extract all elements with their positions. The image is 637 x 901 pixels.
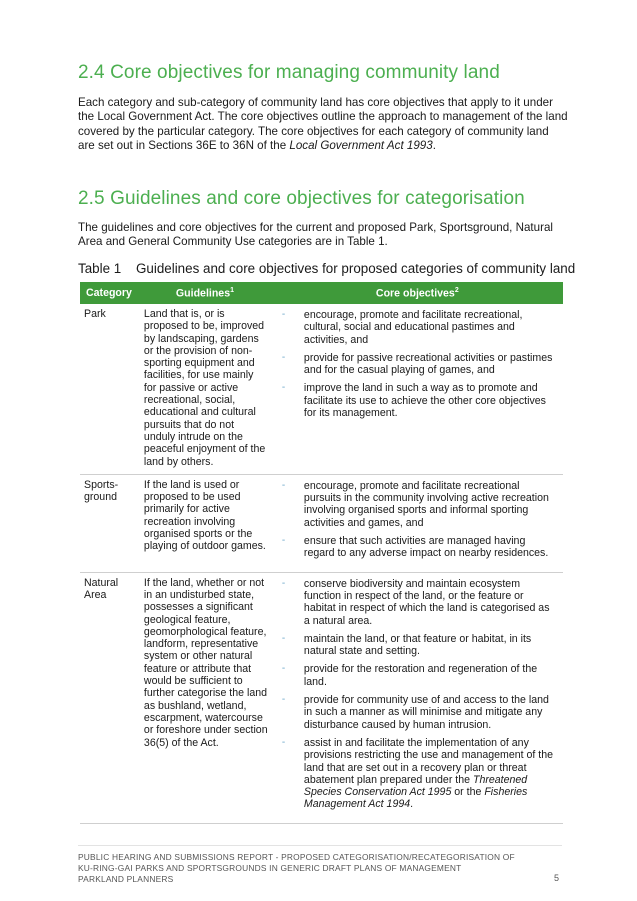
header-core-objectives (276, 282, 563, 304)
table-header-row (80, 282, 563, 304)
objective-item (282, 480, 557, 529)
header-guidelines-label: Guidelines (175, 287, 231, 300)
objective-text: provide for community use of and access to the land in such a manner as will minimise and mitigate any disturbance caused by human intrusion. (303, 694, 549, 731)
guideline-cell: If the land, whether or not in an undisturbed state, possesses a significant geological feature, geomorphological feature, landform, representative system or other natural feature or attribute that would be sufficient to further categorise the land as bushland, wetland, escarpment, watercourse or foreshore under section 36(5) of the Act. (136, 572, 276, 823)
bullet-dash: - (281, 535, 286, 547)
section-2-4-body-end: . (432, 139, 436, 153)
objectives-list (282, 309, 557, 419)
objective-text: improve the land in such a way as to promote and facilitate its use to achieve the other core objectives for its management. (303, 382, 546, 420)
table-caption (78, 261, 575, 276)
objective-item (282, 535, 557, 560)
section-2-4-body (78, 96, 568, 154)
guideline-cell: If the land is used or proposed to be used primarily for active recreation involving organised sports or the playing of outdoor games. (136, 474, 276, 572)
header-core-label: Core objectives (375, 287, 455, 300)
table-row-natural-area (80, 572, 563, 823)
objective-item (282, 663, 557, 688)
objective-text: maintain the land, or that feature or habitat, in its natural state and setting. (303, 632, 532, 658)
act-citation: Threatened Species Conservation Act 1995 (303, 773, 528, 799)
footer-line: PUBLIC HEARING AND SUBMISSIONS REPORT - PROPOSED CATEGORISATION/RECATEGORISATION OF (78, 852, 515, 862)
objectives-list (282, 480, 557, 560)
bullet-dash: - (281, 632, 286, 644)
bullet-dash: - (281, 351, 286, 363)
objectives-cell (276, 474, 563, 572)
category-cell: Park (80, 304, 136, 474)
objective-text: encourage, promote and facilitate recreational pursuits in the community involving active recreation involving organised sports and informal sporting activities and games, and (303, 479, 549, 529)
objective-text-part: assist in and facilitate the implementation of any provisions restricting the use and management of the land that are set out in a recovery plan or threat abatement plan prepared under the (303, 736, 554, 786)
act-citation: Fisheries Management Act 1994 (303, 786, 528, 811)
section-heading-2-5: 2.5 Guidelines and core objectives for categorisation (78, 188, 525, 209)
objective-item (282, 309, 557, 346)
objective-text: provide for passive recreational activities or pastimes and for the casual playing of games, and (303, 351, 553, 377)
bullet-dash: - (281, 694, 286, 706)
objective-text: ensure that such activities are managed having regard to any adverse impact on nearby residences. (303, 535, 549, 560)
section-heading-2-4: 2.4 Core objectives for managing community land (78, 62, 500, 83)
bullet-dash: - (281, 736, 286, 748)
objective-text: encourage, promote and facilitate recreational, cultural, social and educational pastimes and activities, and (303, 309, 523, 346)
bullet-dash: - (281, 663, 286, 675)
footnote-ref-1: 1 (230, 286, 234, 294)
bullet-dash: - (281, 309, 286, 320)
footnote-ref-2: 2 (454, 286, 459, 294)
category-cell: Sports-ground (80, 474, 136, 572)
footer-divider (78, 845, 562, 846)
objective-text: provide for the restoration and regeneration of the land. (303, 663, 538, 688)
bullet-dash: - (281, 577, 286, 589)
objective-text-part: . (410, 798, 414, 811)
objective-item (282, 382, 557, 419)
table-caption-title: Guidelines and core objectives for proposed categories of community land (136, 261, 576, 276)
section-2-5-body: The guidelines and core objectives for the current and proposed Park, Sportsground, Natural Area and General Community Use categories are in Table 1. (78, 221, 553, 249)
table-row-sportsground (80, 474, 563, 572)
category-cell: Natural Area (80, 572, 136, 823)
objective-item (282, 578, 557, 627)
footer-line: KU-RING-GAI PARKS AND SPORTSGROUNDS IN GENERIC DRAFT PLANS OF MANAGEMENT (78, 863, 462, 874)
categories-table (80, 282, 563, 824)
objective-item (282, 352, 557, 377)
header-category: Category (80, 282, 136, 304)
footer-line: PARKLAND PLANNERS (78, 874, 174, 885)
objective-text-part: or the (451, 786, 485, 799)
table-row-park (80, 304, 563, 474)
bullet-dash: - (281, 382, 286, 394)
objective-item (282, 633, 557, 658)
table-caption-number: Table 1 (78, 261, 122, 276)
page-number: 5 (554, 873, 560, 883)
objective-text: conserve biodiversity and maintain ecosystem function in respect of the land, or the feature or habitat in respect of which the land is categorised as a natural area. (303, 577, 550, 627)
header-guidelines (136, 282, 276, 304)
page-footer (78, 852, 515, 886)
objectives-cell (276, 572, 563, 823)
section-2-4-body-text: Each category and sub-category of community land has core objectives that apply to it under the Local Government Act. The core objectives outline the approach to management of the land covered by the particular category. The core objectives for each category of community land are set out in Sections 36E to 36N of the (78, 96, 568, 153)
objectives-cell (276, 304, 563, 474)
bullet-dash: - (281, 479, 286, 491)
objectives-list (282, 578, 557, 811)
act-citation: Local Government Act 1993 (289, 139, 433, 153)
guideline-cell: Land that is, or is proposed to be, improved by landscaping, gardens or the provision of non-sporting equipment and facilities, for use mainly for passive or active recreational, social, educational and cultural pursuits that do not unduly intrude on the peaceful enjoyment of the land by others. (136, 304, 276, 474)
objective-item (282, 694, 557, 731)
objective-text (304, 737, 553, 810)
objective-item (282, 737, 557, 811)
